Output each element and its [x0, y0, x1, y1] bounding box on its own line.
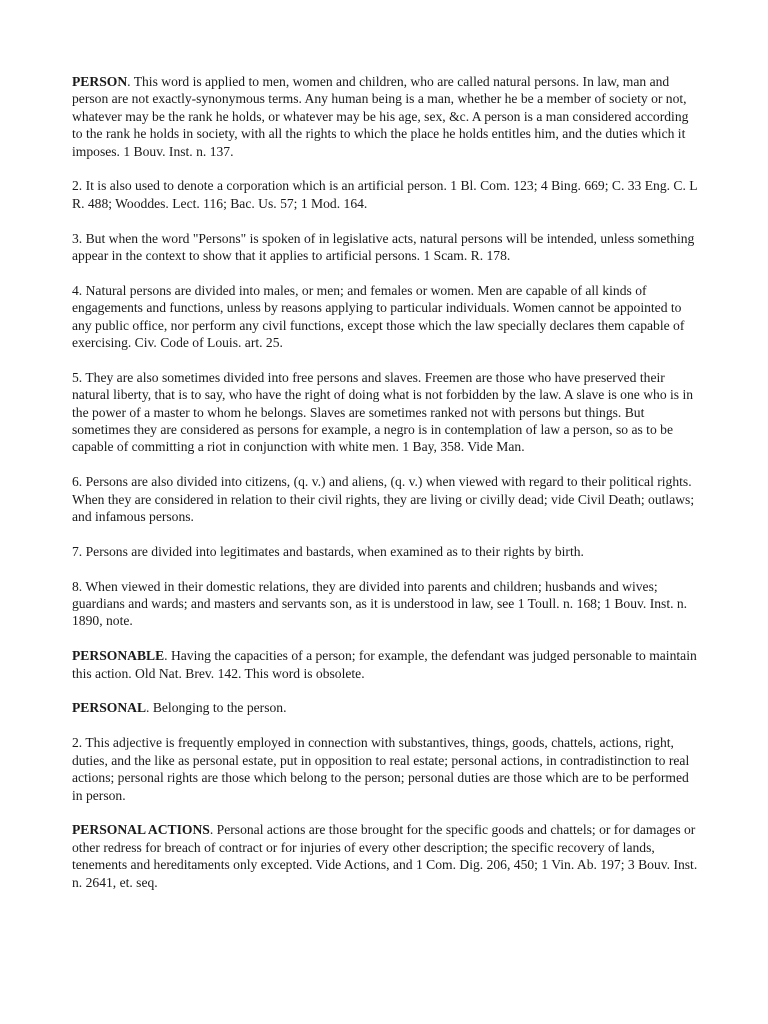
entry-person-paragraph-4: 4. Natural persons are divided into males, or men; and females or women. Men are capable of all kinds of engagements and functions, unless by reasons applying to particular individuals. Women cannot be appointed to any public office, nor perform any civil functions, except those which the law specially declares them capable of exercising. Civ. Code of Louis. art. 25.: [72, 282, 685, 351]
entry-term-person: PERSON: [72, 74, 128, 89]
entry-personal-definition: [72, 699, 700, 716]
entry-term-personable: PERSONABLE: [72, 648, 165, 664]
entry-term-personal-actions: PERSONAL ACTIONS: [72, 822, 210, 838]
entry-person-paragraph-7: 7. Persons are divided into legitimates and bastards, when examined as to their rights by birth.: [72, 543, 584, 559]
entry-personable-text: . Having the capacities of a person; for example, the defendant was judged personable to maintain this action. Old Nat. Brev. 142. This word is obsolete.: [72, 648, 697, 681]
entry-personal-paragraph-2: 2. This adjective is frequently employed in connection with substantives, things, goods, chattels, actions, right, duties, and the like as personal estate, put in opposition to real estate; personal actions, in contradistinction to real actions; personal rights are those which belong to the person; personal duties are those which are to be performed in person.: [72, 735, 690, 803]
entry-personal-actions-definition: [72, 821, 700, 891]
entry-person-paragraph-5: 5. They are also sometimes divided into free persons and slaves. Freemen are those who have preserved their natural liberty, that is to say, who have the right of doing what is not forbidden by the law. A slave is one who is in the power of a master to whom he belongs. Slaves are sometimes ranked not with persons but things. But sometimes they are considered as persons for example, a negro is in contemplation of law a person, so as to be capable of committing a riot in conjunction with white men. 1 Bay, 358. Vide Man.: [72, 369, 694, 455]
entry-term-personal: PERSONAL: [72, 700, 147, 716]
entry-personal-text: . Belonging to the person.: [146, 700, 287, 716]
entry-personable-definition: [72, 647, 700, 682]
entry-person-paragraph-3: 3. But when the word "Persons" is spoken of in legislative acts, natural persons will be intended, unless something appear in the context to show that it applies to artificial persons. 1 Scam. R. 178.: [72, 230, 695, 264]
entry-person-paragraph-8: 8. When viewed in their domestic relations, they are divided into parents and children; husbands and wives; guardians and wards; and masters and servants son, as it is understood in law, see 1 Toull. n. 168; 1 Bouv. Inst. n. 1890, note.: [72, 578, 688, 629]
entry-person-text: . This word is applied to men, women and children, who are called natural persons. In law, man and person are not exactly-synonymous terms. Any human being is a man, whether he be a member of society or not, whatever may be the rank he holds, or whatever may be his age, sex, &c. A person is a man considered according to the rank he holds in society, with all the rights to which the place he holds entitles him, and the duties which it imposes. 1 Bouv. Inst. n. 137.: [72, 74, 689, 159]
entry-person-paragraph-6: 6. Persons are also divided into citizens, (q. v.) and aliens, (q. v.) when viewed with regard to their political rights. When they are considered in relation to their civil rights, they are living or civilly dead; vide Civil Death; outlaws; and infamous persons.: [72, 474, 695, 525]
entry-person-definition: [72, 73, 700, 160]
document-page: [72, 73, 700, 908]
entry-personal-actions-text: . Personal actions are those brought for the specific goods and chattels; or for damages or other redress for breach of contract or for injuries of every other description; the specific recovery of lands, tenements and hereditaments only excepted. Vide Actions, and 1 Com. Dig. 206, 450; 1 Vin. Ab. 197; 3 Bouv. Inst. n. 2641, et. seq.: [72, 822, 698, 890]
entry-person-paragraph-2: 2. It is also used to denote a corporation which is an artificial person. 1 Bl. Com. 123; 4 Bing. 669; C. 33 Eng. C. L R. 488; Wooddes. Lect. 116; Bac. Us. 57; 1 Mod. 164.: [72, 178, 698, 211]
